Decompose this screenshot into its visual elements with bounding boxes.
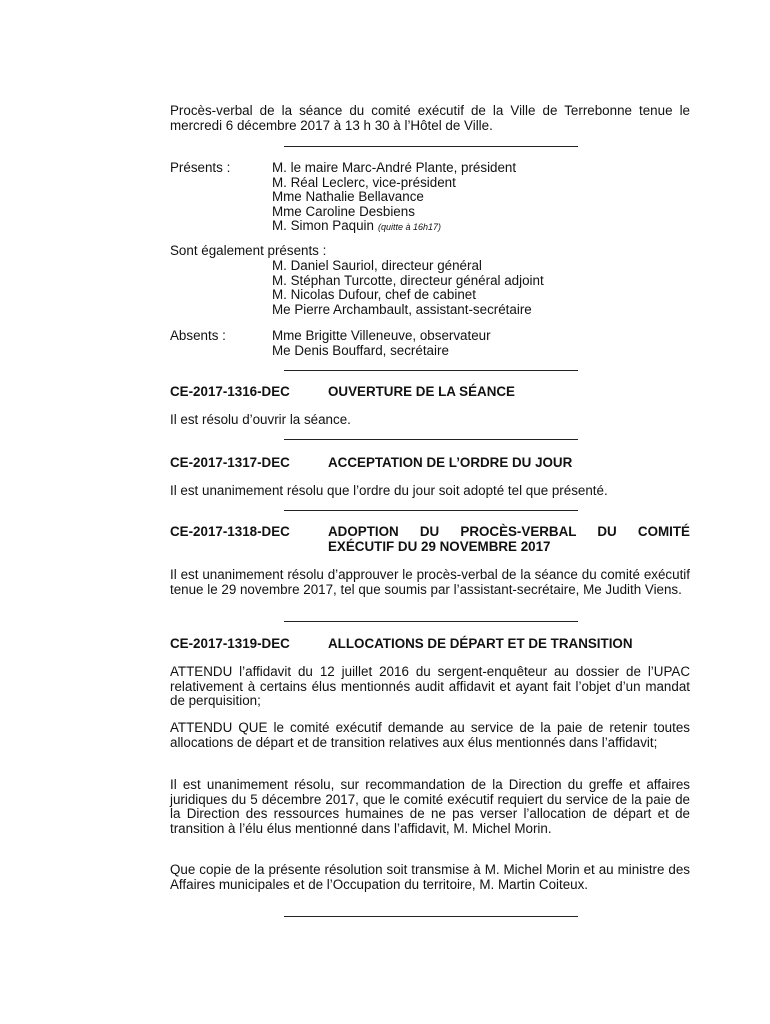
resolution-title: OUVERTURE DE LA SÉANCE bbox=[328, 384, 515, 399]
absents-list bbox=[272, 329, 692, 358]
resolution-number: CE-2017-1318-DEC bbox=[170, 524, 290, 539]
departure-note: (quitte à 16h17) bbox=[377, 222, 442, 232]
list-item: Me Pierre Archambault, assistant-secrétaire bbox=[272, 301, 532, 317]
resolution-paragraph: Il est unanimement résolu que l’ordre du jour soit adopté tel que présenté. bbox=[170, 483, 608, 498]
resolution-title: ADOPTION DU PROCÈS-VERBAL DU COMITÉ EXÉCUTIF DU 29 NOVEMBRE 2017 bbox=[328, 524, 690, 554]
list-item: Mme Caroline Desbiens bbox=[272, 203, 415, 219]
resolution-paragraph: Il est résolu d’ouvrir la séance. bbox=[170, 412, 351, 427]
resolution-paragraph: Il est unanimement résolu, sur recommandation de la Direction du greffe et affaires juridiques du 5 décembre 2017, que le comité exécutif requiert du service de la paie de la Direction des ressources humaines de ne pas verser l’allocation de départ et de transition à l’élu élus mentionné dans l’affidavit, M. Michel Morin. bbox=[170, 777, 690, 836]
list-item: M. Réal Leclerc, vice-président bbox=[272, 174, 456, 190]
intro-paragraph: Procès-verbal de la séance du comité exécutif de la Ville de Terrebonne tenue le mercredi 6 décembre 2017 à 13 h 30 à l’Hôtel de Ville. bbox=[170, 103, 690, 133]
list-item: Me Denis Bouffard, secrétaire bbox=[272, 342, 449, 358]
list-item: M. le maire Marc-André Plante, président bbox=[272, 160, 517, 175]
absents-label: Absents : bbox=[170, 328, 226, 343]
list-item: M. Daniel Sauriol, directeur général bbox=[272, 258, 482, 273]
separator-rule bbox=[284, 370, 578, 371]
separator-rule bbox=[284, 916, 578, 917]
separator-rule bbox=[284, 439, 578, 440]
resolution-paragraph: ATTENDU l’affidavit du 12 juillet 2016 du sergent-enquêteur au dossier de l’UPAC relativement à certains élus mentionnés audit affidavit et ayant fait l’objet d’un mandat de perquisition; bbox=[170, 664, 690, 708]
presents-list bbox=[272, 161, 692, 235]
resolution-title: ACCEPTATION DE L’ORDRE DU JOUR bbox=[328, 455, 573, 470]
list-item: Mme Nathalie Bellavance bbox=[272, 189, 424, 204]
list-item bbox=[272, 219, 692, 235]
resolution-paragraph: ATTENDU QUE le comité exécutif demande au service de la paie de retenir toutes allocations de départ et de transition relatives aux élus mentionnés dans l’affidavit; bbox=[170, 720, 690, 750]
presents-label: Présents : bbox=[170, 160, 231, 175]
also-present-list bbox=[272, 259, 692, 317]
resolution-paragraph: Que copie de la présente résolution soit transmise à M. Michel Morin et au ministre des Affaires municipales et de l’Occupation du territoire, M. Martin Coiteux. bbox=[170, 862, 690, 892]
separator-rule bbox=[284, 621, 578, 622]
resolution-number: CE-2017-1316-DEC bbox=[170, 384, 290, 399]
resolution-number: CE-2017-1319-DEC bbox=[170, 636, 290, 651]
resolution-number: CE-2017-1317-DEC bbox=[170, 455, 290, 470]
also-present-label: Sont également présents : bbox=[170, 243, 327, 258]
separator-rule bbox=[284, 510, 578, 511]
member-name: M. Simon Paquin bbox=[272, 218, 374, 233]
list-item: Mme Brigitte Villeneuve, observateur bbox=[272, 328, 491, 343]
separator-rule bbox=[284, 146, 578, 147]
list-item: M. Stéphan Turcotte, directeur général adjoint bbox=[272, 272, 544, 288]
list-item: M. Nicolas Dufour, chef de cabinet bbox=[272, 287, 476, 302]
resolution-paragraph: Il est unanimement résolu d’approuver le procès-verbal de la séance du comité exécutif tenue le 29 novembre 2017, tel que soumis par l’assistant-secrétaire, Me Judith Viens. bbox=[170, 567, 690, 597]
resolution-title: ALLOCATIONS DE DÉPART ET DE TRANSITION bbox=[328, 636, 633, 651]
